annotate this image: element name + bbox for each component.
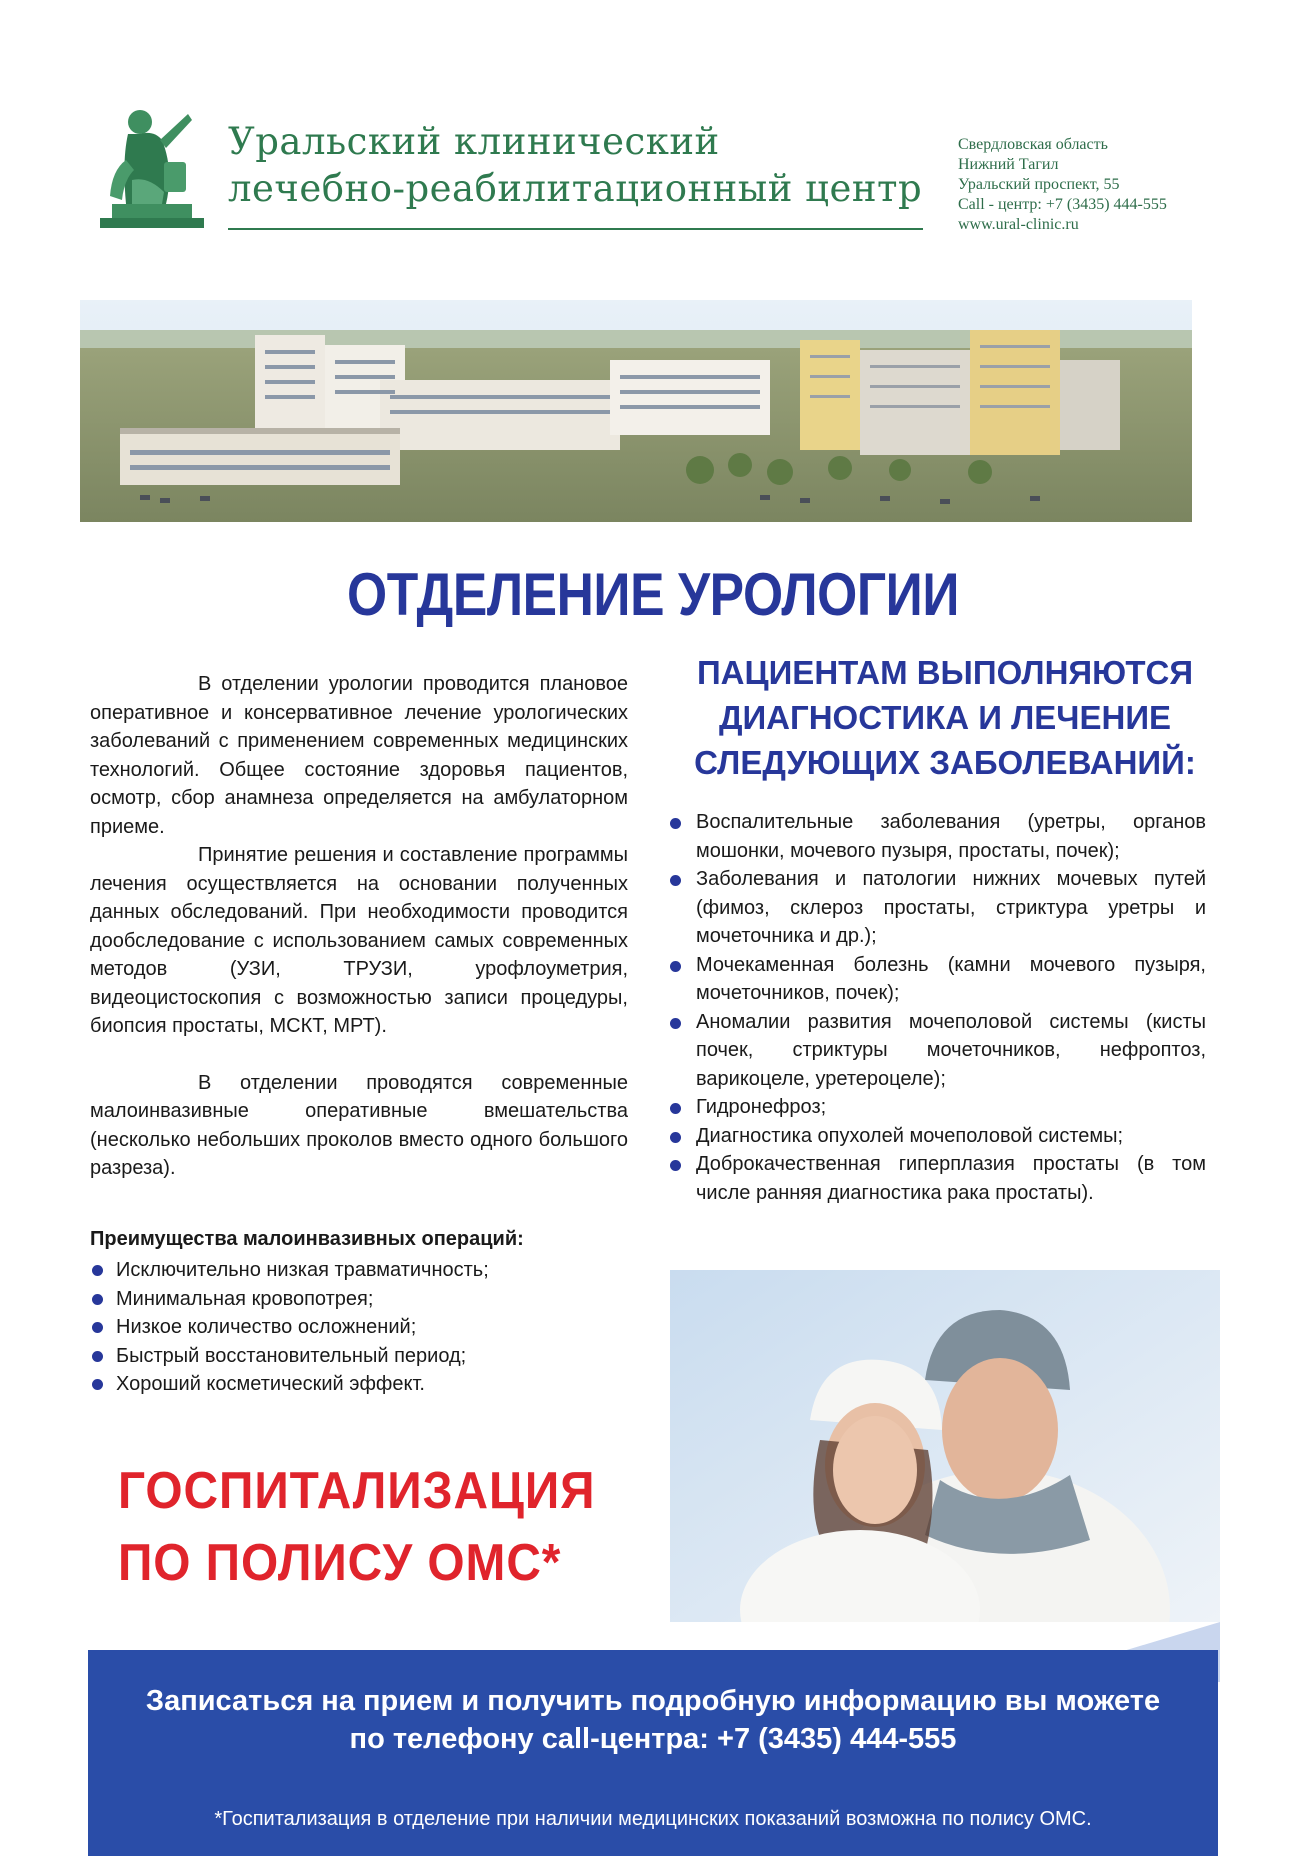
- list-item: Исключительно низкая травматичность;: [90, 1256, 610, 1285]
- contact-address: Уральский проспект, 55: [958, 176, 1120, 193]
- hospitalization-line1: ГОСПИТАЛИЗАЦИЯ: [118, 1462, 596, 1520]
- list-item: Заболевания и патологии нижних мочевых путей (фимоз, склероз простаты, стриктура уретры и мочеточника и др.);: [668, 865, 1206, 951]
- bullet-icon: [670, 1103, 681, 1114]
- list-item: Гидронефроз;: [668, 1093, 1206, 1122]
- bullet-icon: [670, 1018, 681, 1029]
- department-description: [90, 670, 628, 1183]
- description-paragraph: В отделении урологии проводится плановое оперативное и консервативное лечение урологических заболеваний с применением современных медицинских технологий. Общее состояние здоровья пациентов, осмотр, сбор анамнеза определяется на амбулаторном приеме.: [90, 673, 628, 838]
- org-name: [228, 118, 928, 212]
- page-title: ОТДЕЛЕНИЕ УРОЛОГИИ: [347, 561, 959, 628]
- list-item: Аномалии развития мочеполовой системы (кисты почек, стриктуры мочеточников, нефроптоз, варикоцеле, уретероцеле);: [668, 1008, 1206, 1094]
- bullet-icon: [670, 875, 681, 886]
- list-item: Быстрый восстановительный период;: [90, 1342, 610, 1371]
- description-paragraph: В отделении проводятся современные малоинвазивные оперативные вмешательства (несколько небольших проколов вместо одного большого разреза).: [90, 1071, 628, 1179]
- bullet-icon: [92, 1379, 103, 1390]
- contact-region: Свердловская область: [958, 136, 1108, 153]
- banner-footnote: *Госпитализация в отделение при наличии медицинских показаний возможна по полису ОМС.: [214, 1808, 1092, 1830]
- contact-website: www.ural-clinic.ru: [958, 216, 1079, 233]
- list-item: Низкое количество осложнений;: [90, 1313, 610, 1342]
- clinic-building-photo: [80, 300, 1192, 522]
- list-item: Воспалительные заболевания (уретры, органов мошонки, мочевого пузыря, простаты, почек);: [668, 808, 1206, 865]
- banner-line2: по телефону call-центра: +7 (3435) 444-555: [349, 1723, 957, 1755]
- hospitalization-line2: ПО ПОЛИСУ ОМС*: [118, 1534, 562, 1592]
- bullet-icon: [92, 1294, 103, 1305]
- banner-text: [88, 1682, 1218, 1758]
- diseases-list: [668, 808, 1206, 1207]
- couple-photo: [670, 1270, 1220, 1622]
- description-paragraph: Принятие решения и составление программы лечения осуществляется на основании полученных данных обследований. При необходимости проводится дообследование с использованием самых современных методов (УЗИ, ТРУЗИ, урофлоуметрия, видеоцистоскопия с возможностью записи процедуры, биопсия простаты, МСКТ, МРТ).: [90, 844, 628, 1037]
- bullet-icon: [92, 1322, 103, 1333]
- clinic-logo: [92, 100, 210, 232]
- list-item: Хороший косметический эффект.: [90, 1370, 610, 1399]
- advantages-title: Преимущества малоинвазивных операций:: [90, 1228, 524, 1250]
- bullet-icon: [670, 818, 681, 829]
- bullet-icon: [92, 1351, 103, 1362]
- contact-city: Нижний Тагил: [958, 156, 1059, 173]
- contact-phone: Call - центр: +7 (3435) 444-555: [958, 196, 1167, 213]
- bullet-icon: [670, 961, 681, 972]
- list-item: Диагностика опухолей мочеполовой системы;: [668, 1122, 1206, 1151]
- list-item: Мочекаменная болезнь (камни мочевого пузыря, мочеточников, почек);: [668, 951, 1206, 1008]
- advantages-list: [90, 1256, 610, 1399]
- header-divider: [228, 228, 923, 230]
- banner-line1: Записаться на прием и получить подробную информацию вы можете: [145, 1685, 1161, 1717]
- bullet-icon: [670, 1132, 681, 1143]
- hospitalization-callout: [118, 1455, 615, 1599]
- diseases-title: ПАЦИЕНТАМ ВЫПОЛНЯЮТСЯ ДИАГНОСТИКА И ЛЕЧЕНИЕ СЛЕДУЮЩИХ ЗАБОЛЕВАНИЙ:: [694, 654, 1196, 781]
- bullet-icon: [670, 1160, 681, 1171]
- org-name-line2: лечебно-реабилитационный центр: [228, 167, 923, 210]
- org-name-line1: Уральский клинический: [228, 120, 720, 163]
- bullet-icon: [92, 1265, 103, 1276]
- contact-block: [958, 135, 1258, 235]
- list-item: Доброкачественная гиперплазия простаты (в том числе ранняя диагностика рака простаты).: [668, 1150, 1206, 1207]
- list-item: Минимальная кровопотрея;: [90, 1285, 610, 1314]
